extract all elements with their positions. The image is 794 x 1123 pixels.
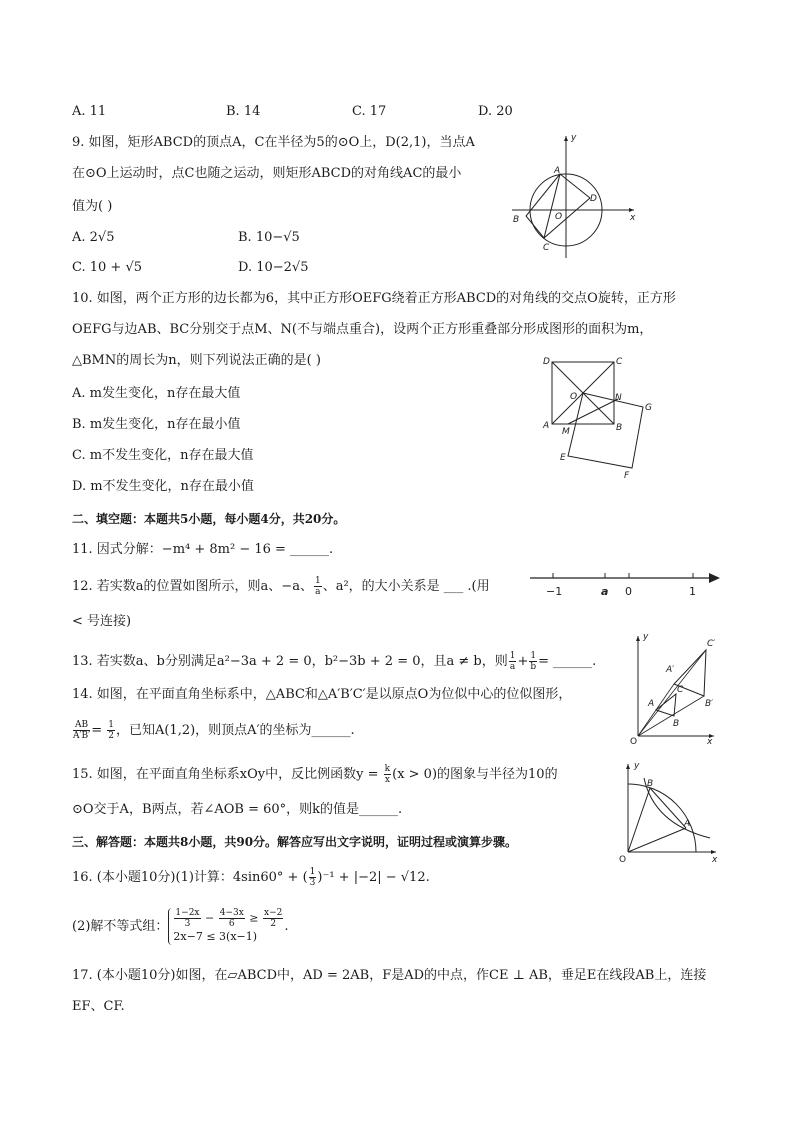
section-2-heading: 二、填空题：本题共5小题，每小题4分，共20分。 bbox=[72, 512, 346, 526]
q10-fig-label-c: C bbox=[616, 357, 623, 367]
q14-half-num: 1 bbox=[108, 720, 114, 730]
q9-option-c: C. 10 + √5 bbox=[72, 260, 143, 275]
q14-ratio-num: AB bbox=[73, 720, 90, 731]
q15-line-2: ⊙O交于A，B两点，若∠AOB = 60°，则k的值是______. bbox=[72, 802, 403, 817]
q15-fig-label-b: B bbox=[647, 779, 654, 789]
q14-figure bbox=[628, 632, 720, 746]
q10-fig-label-g: G bbox=[645, 403, 652, 413]
q16-one-third bbox=[309, 867, 317, 888]
q12-tick-label-0: 0 bbox=[625, 585, 632, 598]
q9-fig-label-y: y bbox=[571, 133, 577, 143]
q16-inequality-1 bbox=[173, 908, 284, 929]
q16-ineq1-a-num: 1−2x bbox=[175, 908, 200, 918]
q16-third-den: 3 bbox=[309, 878, 316, 888]
q10-fig-label-o: O bbox=[570, 392, 578, 402]
q13-text: 13. 若实数a、b分别满足a²−3a + 2 = 0，b²−3b + 2 = 0，且a ≠ b，则 $\frac{1}{a}$ + $\frac{1}{b}$ = ______. bbox=[72, 651, 597, 672]
q16-ineq1-c-den: 2 bbox=[270, 919, 277, 929]
q10-option-d: D. m不发生变化，n存在最小值 bbox=[72, 479, 254, 494]
q10-fig-label-f: F bbox=[624, 471, 630, 481]
q16-ineq1-ge: ≥ bbox=[245, 911, 263, 925]
section-3-heading: 三、解答题：本题共8小题，共90分。解答应写出文字说明，证明过程或演算步骤。 bbox=[72, 835, 518, 849]
q12-frac-num: 1 bbox=[314, 576, 321, 586]
q16-third-num: 1 bbox=[309, 867, 316, 877]
q10-fig-label-d: D bbox=[543, 357, 550, 367]
q16-period: . bbox=[284, 919, 289, 934]
q9-fig-label-a: A bbox=[554, 166, 561, 176]
q13-frac-1-over-a: $\frac{1}{a}$ bbox=[509, 651, 516, 672]
q9-fig-label-x: x bbox=[630, 213, 636, 223]
q15-fig-label-a: A bbox=[684, 819, 691, 829]
q16-inequality-system bbox=[168, 908, 284, 945]
q12-line-1 bbox=[72, 576, 490, 597]
q13-suffix: = ______. bbox=[538, 654, 597, 669]
q14-fig-label-x: x bbox=[707, 737, 713, 746]
q9-figure bbox=[508, 132, 640, 260]
q16-ineq1-minus: − bbox=[201, 911, 218, 925]
q17-line-2: EF、CF. bbox=[72, 999, 125, 1014]
q16-ineq1-a-den: 3 bbox=[184, 919, 191, 929]
q16-ineq1-b-num: 4−3x bbox=[219, 908, 244, 918]
q14-line-2 bbox=[72, 720, 355, 741]
q10-line-3: △BMN的周长为n，则下列说法正确的是( ) bbox=[72, 353, 321, 368]
q15-line-1 bbox=[72, 764, 558, 785]
q14-ratio-den: A′B′ bbox=[73, 731, 91, 741]
q14-half-den: 2 bbox=[108, 731, 114, 741]
q10-option-b: B. m发生变化，n存在最小值 bbox=[72, 417, 241, 432]
q14-half-frac bbox=[107, 720, 115, 741]
q15-k-num: k bbox=[384, 764, 391, 774]
q16-inequality-2: 2x−7 ≤ 3(x−1) bbox=[173, 930, 258, 943]
q9-fig-label-b: B bbox=[513, 215, 520, 225]
q14-fig-label-b-prime: B′ bbox=[705, 699, 714, 709]
q16-part2-label: (2)解不等式组： bbox=[72, 919, 169, 934]
q12-number-line bbox=[528, 568, 724, 602]
q14-fig-label-y: y bbox=[643, 632, 649, 642]
q10-line-1: 10. 如图，两个正方形的边长都为6，其中正方形OEFG绕着正方形ABCD的对角线的交点O旋转，正方形 bbox=[72, 291, 676, 306]
q9-option-a: A. 2√5 bbox=[72, 230, 115, 245]
q9-fig-label-c: C bbox=[543, 243, 550, 253]
q16-line-1 bbox=[72, 867, 430, 888]
q9-line-3: 值为( ) bbox=[72, 199, 113, 214]
q8-option-d: D. 20 bbox=[478, 104, 513, 119]
q8-option-a: A. 11 bbox=[72, 104, 107, 119]
q12-suffix: 、a²，的大小关系是 ___ .(用 bbox=[322, 579, 490, 594]
q12-tick-label-1: 1 bbox=[689, 585, 696, 598]
q10-fig-label-m: M bbox=[562, 427, 570, 437]
q13-frac-1-over-b: $\frac{1}{b}$ bbox=[530, 651, 537, 672]
q15-fig-label-y: y bbox=[634, 761, 640, 771]
q8-option-c: C. 17 bbox=[352, 104, 387, 119]
q14-eq: = bbox=[91, 723, 107, 738]
q14-rest: ，已知A(1,2)，则顶点A′的坐标为______. bbox=[115, 723, 355, 738]
q15-prefix: 15. 如图，在平面直角坐标系xOy中，反比例函数y = bbox=[72, 767, 383, 782]
q16-ineq1-b-den: 6 bbox=[228, 919, 235, 929]
q15-k-den: x bbox=[384, 775, 390, 785]
q15-figure bbox=[614, 760, 722, 866]
q14-fig-label-b: B bbox=[673, 719, 680, 729]
q12-frac-den: a bbox=[315, 587, 321, 597]
q10-fig-label-a: A bbox=[543, 421, 550, 431]
q14-fig-label-a: A bbox=[648, 699, 655, 709]
q12-tick-label-a: a bbox=[601, 585, 609, 598]
q9-fig-label-o: O bbox=[555, 212, 563, 222]
q16-prefix: 16. (本小题10分)(1)计算：4sin60° + ( bbox=[72, 870, 308, 885]
q13-prefix: 13. 若实数a、b分别满足a²−3a + 2 = 0，b²−3b + 2 = 0，且a ≠ b，则 bbox=[72, 654, 508, 669]
q9-option-b: B. 10−√5 bbox=[238, 230, 300, 245]
q16-line-2 bbox=[72, 907, 289, 947]
q9-fig-label-d: D bbox=[590, 194, 597, 204]
q14-line-1: 14. 如图，在平面直角坐标系中，△ABC和△A′B′C′是以原点O为位似中心的位似图形， bbox=[72, 687, 572, 702]
q15-fig-label-x: x bbox=[712, 855, 718, 865]
q16-ineq1-c-num: x−2 bbox=[264, 908, 283, 918]
q9-line-1: 9. 如图，矩形ABCD的顶点A，C在半径为5的⊙O上，D(2,1)，当点A bbox=[72, 135, 475, 150]
q15-fig-label-o: O bbox=[619, 855, 627, 865]
q10-fig-label-n: N bbox=[615, 393, 622, 403]
q14-fig-label-c-prime: C′ bbox=[707, 639, 716, 649]
q10-option-c: C. m不发生变化，n存在最大值 bbox=[72, 448, 254, 463]
q9-line-2: 在⊙O上运动时，点C也随之运动，则矩形ABCD的对角线AC的最小 bbox=[72, 166, 462, 181]
q10-fig-label-b: B bbox=[616, 423, 623, 433]
q9-option-d: D. 10−2√5 bbox=[238, 260, 309, 275]
q12-frac-1-over-a bbox=[314, 576, 322, 597]
q14-ratio-frac bbox=[73, 720, 90, 741]
q15-k-over-x bbox=[384, 764, 391, 785]
q17-line-1: 17. (本小题10分)如图，在▱ABCD中，AD = 2AB，F是AD的中点，作CE ⊥ AB，垂足E在线段AB上，连接 bbox=[72, 968, 707, 983]
q14-fig-label-o: O bbox=[630, 737, 638, 746]
q10-fig-label-e: E bbox=[560, 453, 566, 463]
q11-text: 11. 因式分解：−m⁴ + 8m² − 16 = ______. bbox=[72, 542, 334, 557]
q14-fig-label-a-prime: A′ bbox=[666, 665, 675, 675]
q12-prefix: 12. 若实数a的位置如图所示，则a、−a、 bbox=[72, 579, 313, 594]
q10-option-a: A. m发生变化，n存在最大值 bbox=[72, 386, 241, 401]
q15-suffix: (x > 0)的图象与半径为10的 bbox=[392, 767, 558, 782]
q8-option-b: B. 14 bbox=[226, 104, 261, 119]
q10-figure bbox=[538, 352, 666, 482]
q10-line-2: OEFG与边AB、BC分别交于点M、N(不与端点重合)，设两个正方形重叠部分形成图形的面积为m， bbox=[72, 322, 653, 337]
q14-fig-label-c: C bbox=[677, 685, 684, 695]
q12-line-2: < 号连接) bbox=[72, 614, 132, 629]
q16-suffix: )⁻¹ + |−2| − √12. bbox=[317, 870, 430, 885]
q12-tick-label-neg1: −1 bbox=[546, 585, 563, 598]
